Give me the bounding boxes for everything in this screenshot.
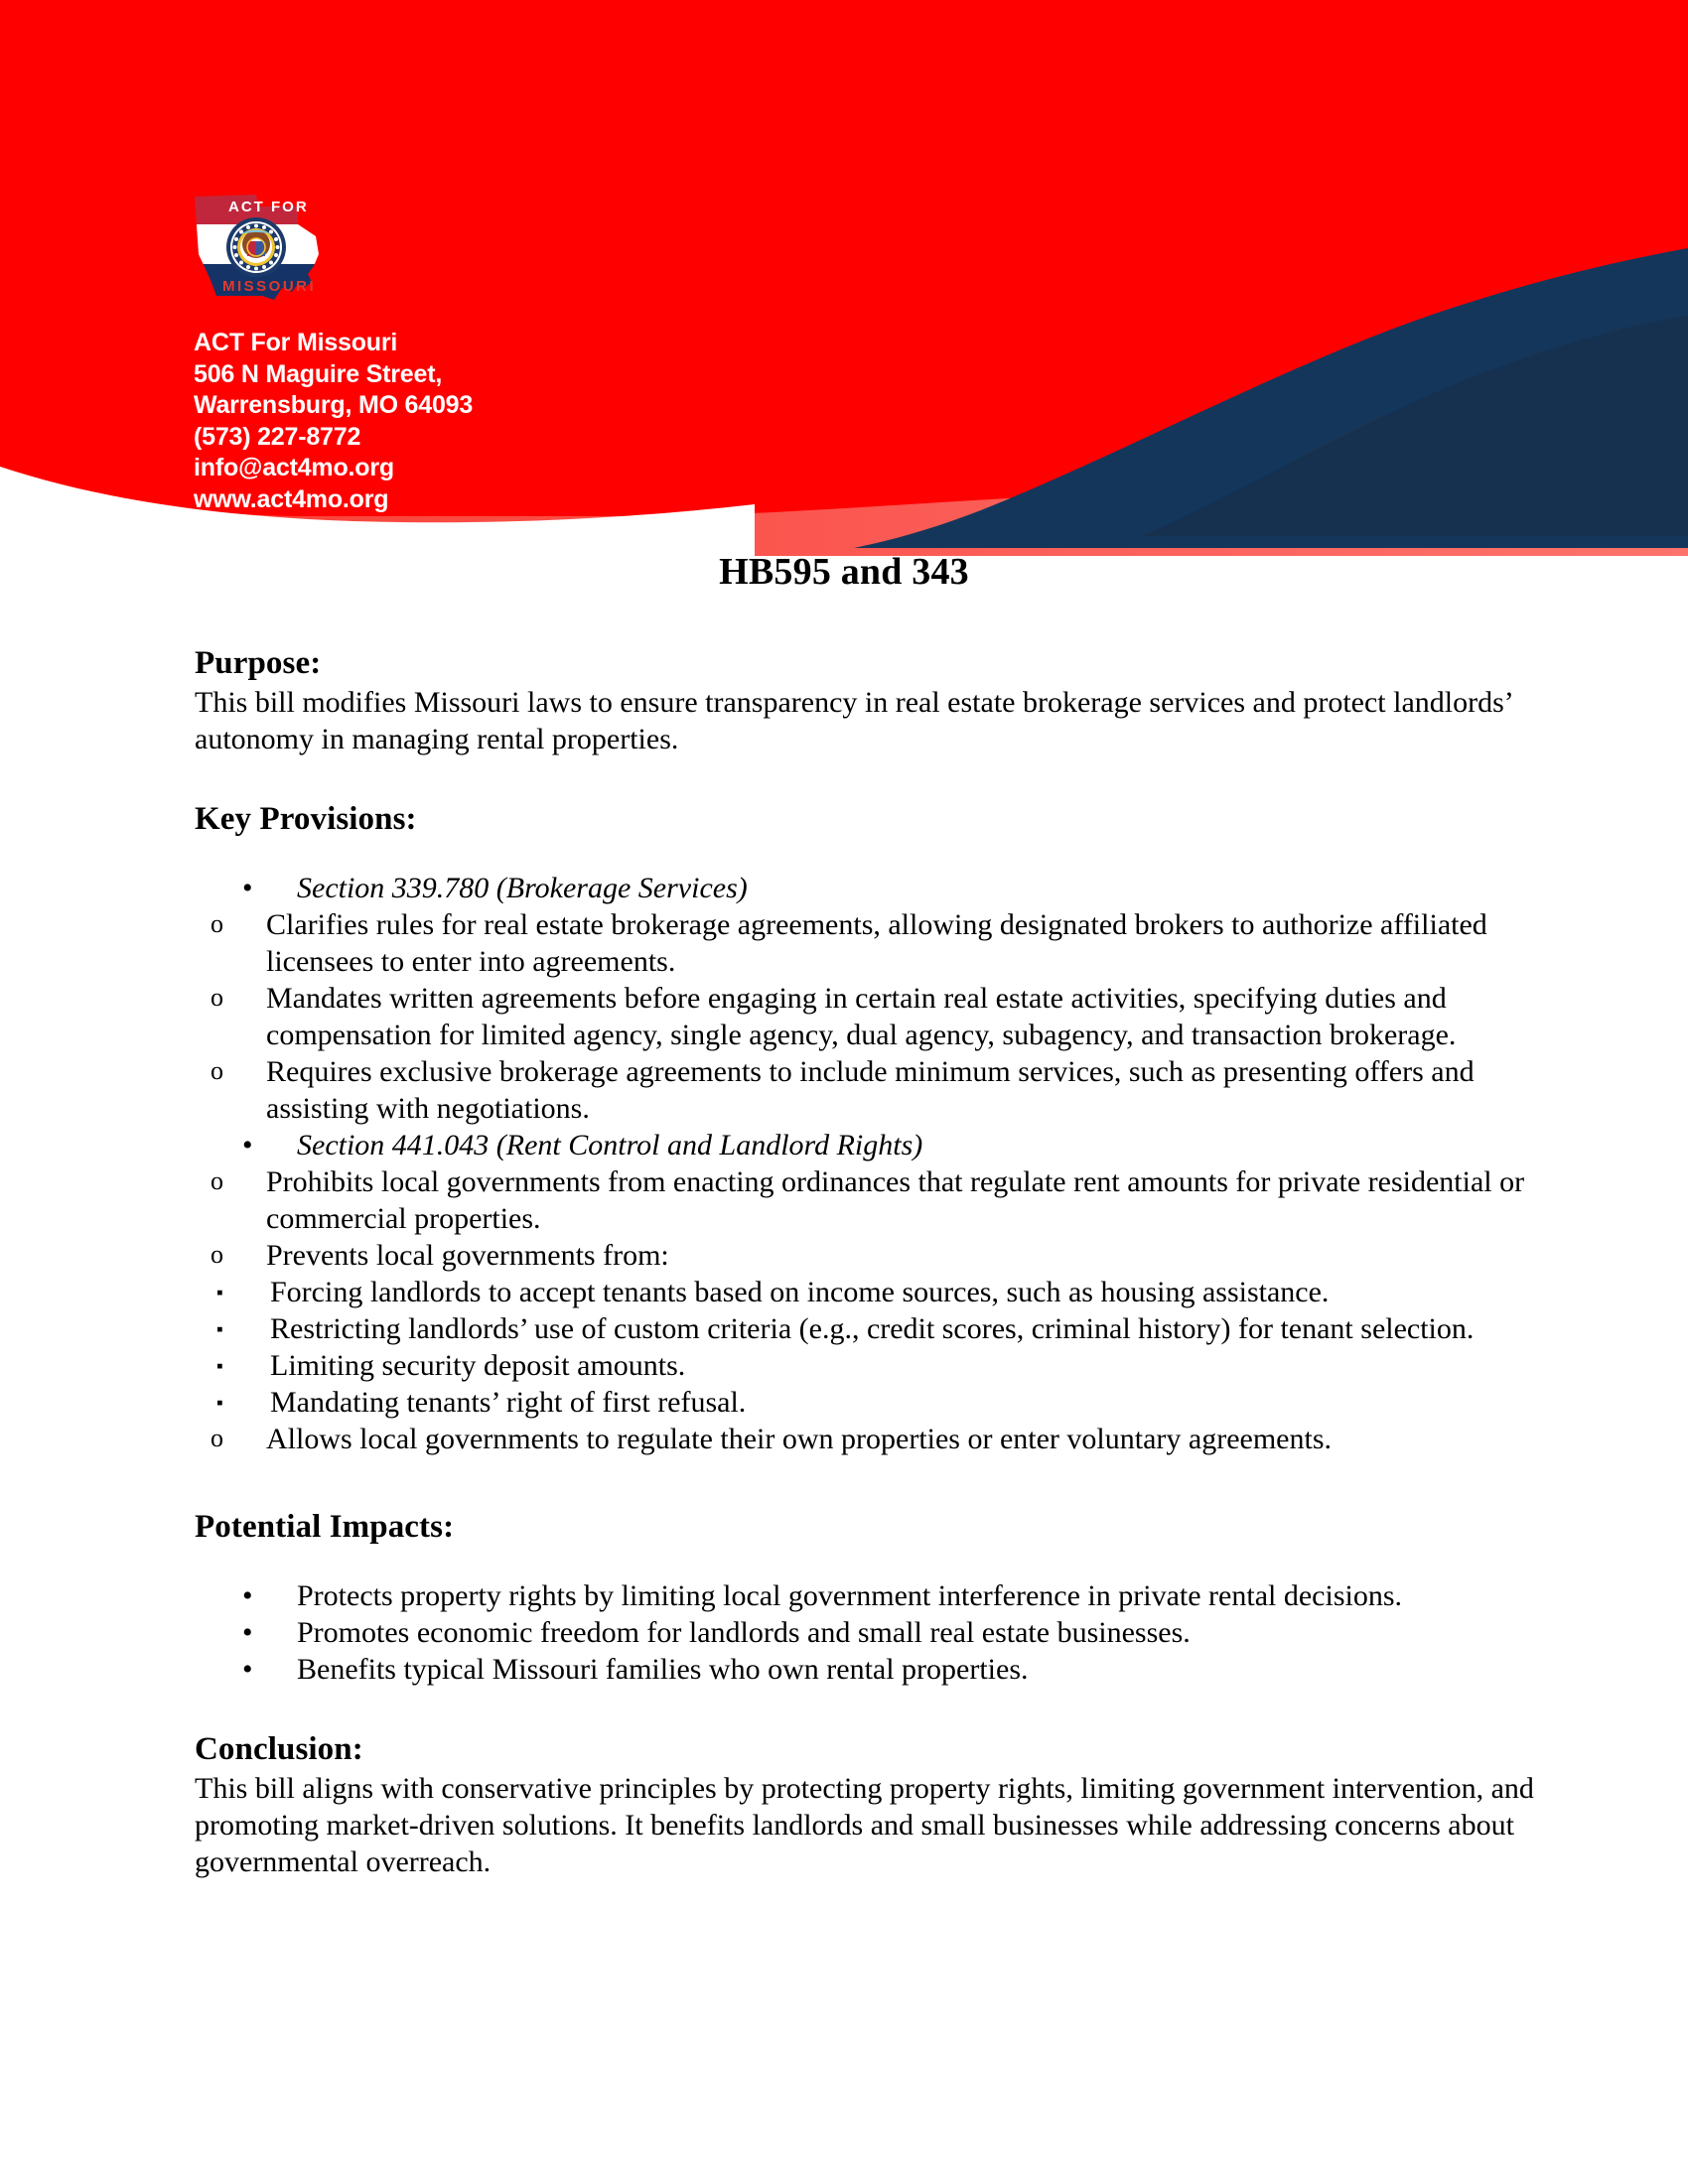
provision-title: Section 441.043 (Rent Control and Landlord Rights) [297,1129,923,1161]
subitem-subsubitems [195,1274,1551,1421]
bullet-level1-icon: • [242,1129,253,1161]
potential-impacts-heading: Potential Impacts: [195,1509,455,1545]
list-item [195,906,1551,980]
potential-impacts-list [195,1577,1551,1688]
provision-subitems [195,1163,1551,1457]
bullet-level1-icon: • [242,872,253,904]
subsubitem-text: Mandating tenants’ right of first refusal. [270,1386,747,1419]
missouri-state-seal [226,217,286,277]
org-phone: (573) 227-8772 [194,422,361,451]
bullet-level2-icon: o [211,1166,223,1195]
org-name: ACT For Missouri [194,329,398,356]
spacer [195,1688,1551,1731]
bullet-level2-icon: o [211,1056,223,1085]
bullet-level3-icon: ▪ [216,1319,223,1340]
impact-text: Protects property rights by limiting local government interference in private rental decisions. [297,1579,1403,1612]
list-item [195,1053,1551,1127]
list-item [195,1421,1551,1457]
subsubitem-text: Limiting security deposit amounts. [270,1349,686,1382]
bullet-level2-icon: o [211,983,223,1012]
bullet-level2-icon: o [211,1424,223,1452]
list-item [195,870,1551,906]
org-website[interactable]: www.act4mo.org [194,484,389,513]
spacer [195,757,1551,801]
org-address-line: 506 N Maguire Street, [194,359,443,388]
list-item [195,1384,1551,1421]
provision-subitems [195,906,1551,1127]
subitem-text: Prohibits local governments from enacting ordinances that regulate rent amounts for private residential or commercial properties. [266,1165,1525,1235]
bullet-level3-icon: ▪ [216,1283,223,1303]
act-for-missouri-logo [187,185,341,314]
missouri-state-logo [187,185,341,314]
list-item [195,1577,1551,1614]
impact-text: Promotes economic freedom for landlords and small real estate businesses. [297,1616,1191,1649]
list-item [195,1347,1551,1384]
subitem-text: Clarifies rules for real estate brokerage agreements, allowing designated brokers to authorize affiliated licensees to enter into agreements. [266,908,1487,978]
list-item [195,1310,1551,1347]
subsubitem-text: Forcing landlords to accept tenants based on income sources, such as housing assistance. [270,1276,1330,1308]
bullet-level2-icon: o [211,1240,223,1269]
bullet-level3-icon: ▪ [216,1356,223,1377]
key-provisions-list [195,870,1551,1457]
contact-block [194,328,473,515]
list-item [195,1237,1551,1274]
subitem-text: Allows local governments to regulate their own properties or enter voluntary agreements. [266,1423,1332,1455]
bullet-level3-icon: ▪ [216,1393,223,1414]
subitem-text: Prevents local governments from: [266,1239,669,1272]
bullet-level2-icon: o [211,909,223,938]
list-item [195,1274,1551,1310]
list-item [195,1651,1551,1688]
list-item [195,1614,1551,1651]
logo-act-for-text: ACT FOR [228,199,309,215]
logo-missouri-text: MISSOURI [222,278,317,295]
org-email[interactable]: info@act4mo.org [194,454,394,481]
impact-text: Benefits typical Missouri families who own rental properties. [297,1653,1029,1686]
conclusion-heading: Conclusion: [195,1731,363,1767]
spacer [195,1548,1551,1577]
key-provisions-heading: Key Provisions: [195,801,417,837]
list-item [195,1163,1551,1237]
bullet-level1-icon: • [242,1653,253,1686]
document-content [195,645,1551,1880]
spacer [195,1457,1551,1509]
list-item [195,1127,1551,1163]
list-item [195,980,1551,1053]
provision-title: Section 339.780 (Brokerage Services) [297,872,748,904]
subitem-text: Requires exclusive brokerage agreements to include minimum services, such as presenting offers and assisting with negotiations. [266,1055,1475,1125]
bullet-level1-icon: • [242,1579,253,1612]
conclusion-body: This bill aligns with conservative principles by protecting property rights, limiting government intervention, and promoting market-driven solutions. It benefits landlords and small businesses while addressing concerns about governmental overreach. [195,1772,1534,1878]
page-title: HB595 and 343 [719,551,969,593]
purpose-body: This bill modifies Missouri laws to ensure transparency in real estate brokerage services and protect landlords’ autonomy in managing rental properties. [195,686,1512,755]
subsubitem-text: Restricting landlords’ use of custom criteria (e.g., credit scores, criminal history) for tenant selection. [270,1312,1475,1345]
org-city-state-zip: Warrensburg, MO 64093 [194,391,474,419]
purpose-heading: Purpose: [195,645,322,681]
bullet-level1-icon: • [242,1616,253,1649]
subitem-text: Mandates written agreements before engaging in certain real estate activities, specifying duties and compensation for limited agency, single agency, dual agency, subagency, and transaction brokerage. [266,982,1457,1051]
spacer [195,840,1551,870]
